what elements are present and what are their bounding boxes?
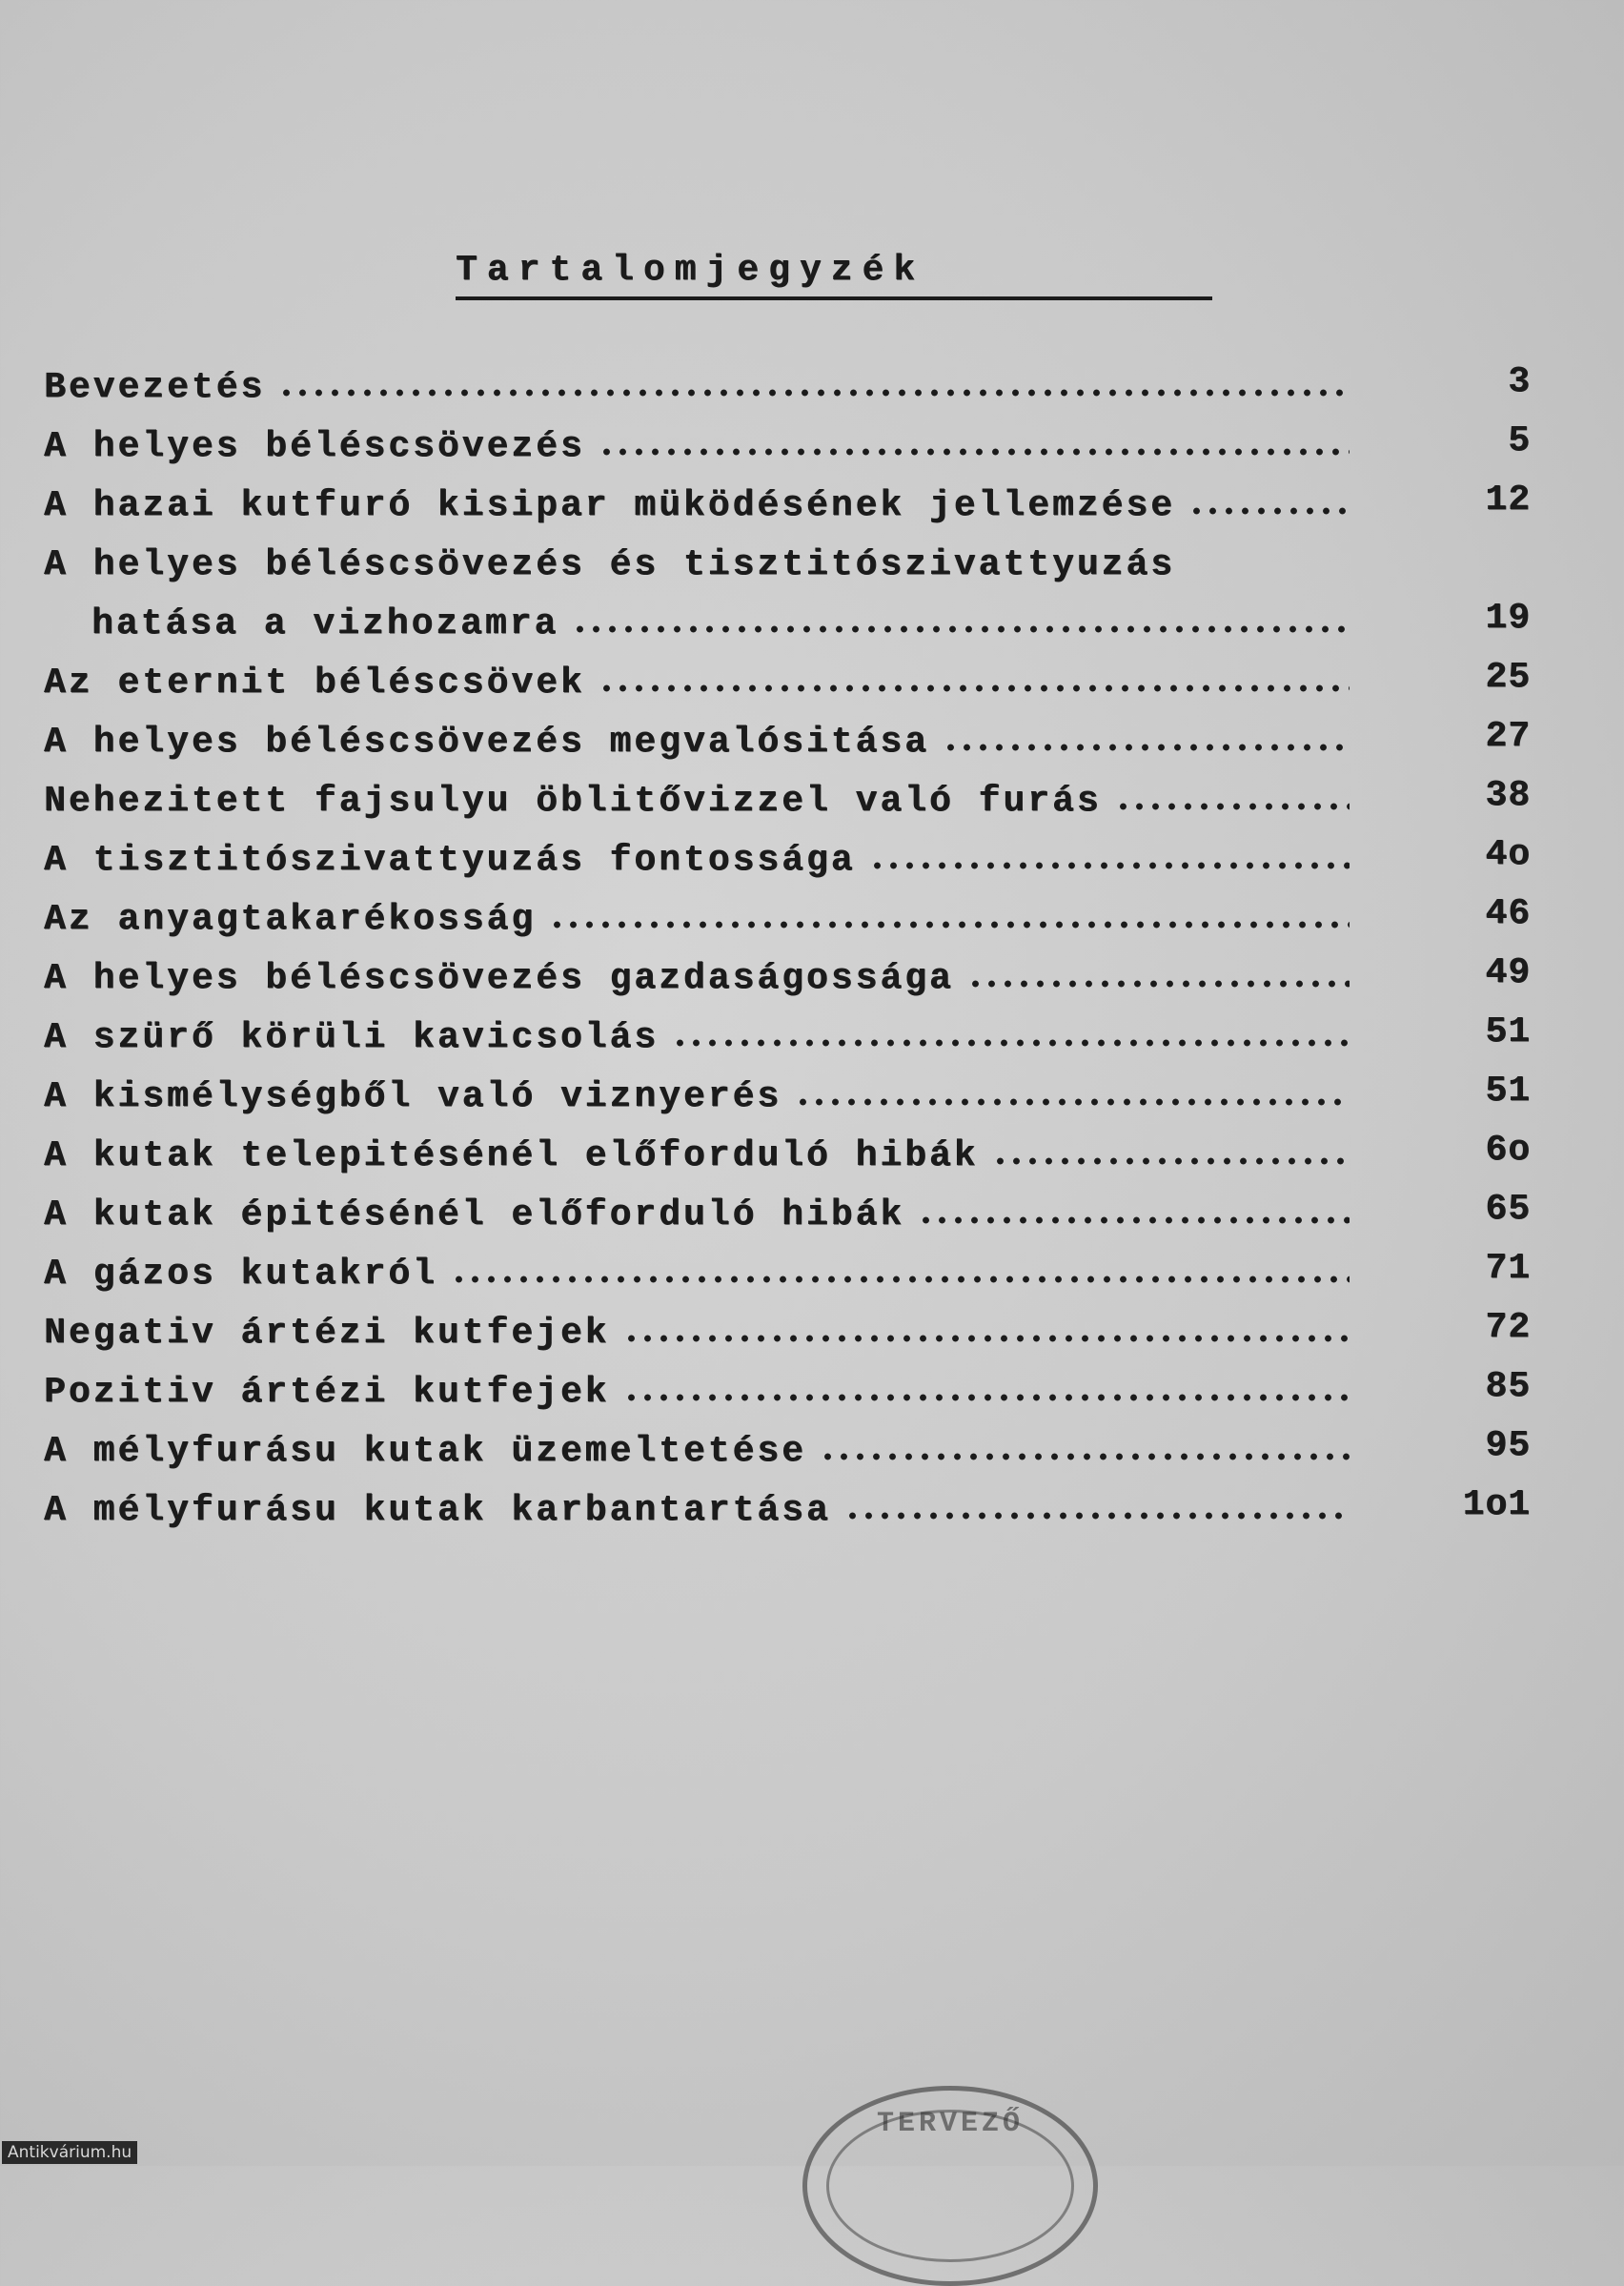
toc-entry-label: Az anyagtakarékosság <box>44 899 537 940</box>
toc-entry-page: 85 <box>1485 1366 1531 1407</box>
dot-leader <box>599 684 1350 692</box>
toc-entry <box>44 1484 1531 1549</box>
dot-leader <box>623 1335 1350 1342</box>
toc-entry-label: A helyes béléscsövezés és tisztitószivattyuzás <box>44 544 1175 585</box>
toc-entry <box>44 1011 1531 1076</box>
toc-entry <box>44 1130 1531 1194</box>
toc-entry <box>44 775 1531 840</box>
toc-entry <box>44 716 1531 781</box>
dot-leader <box>967 980 1350 988</box>
toc-entry-page: 19 <box>1485 598 1531 639</box>
toc-entry-page: 27 <box>1485 716 1531 757</box>
toc-entry-page: 51 <box>1485 1071 1531 1112</box>
dot-leader <box>918 1216 1350 1224</box>
toc-entry-label: A helyes béléscsövezés gazdaságossága <box>44 958 954 999</box>
toc-entry <box>44 480 1531 544</box>
toc-entry <box>44 657 1531 722</box>
dot-leader <box>820 1453 1350 1460</box>
toc-entry <box>44 1071 1531 1135</box>
toc-entry-label: Bevezetés <box>44 367 266 408</box>
page-title: Tartalomjegyzék <box>456 250 1212 300</box>
toc-entry-label: A tisztitószivattyuzás fontossága <box>44 840 856 881</box>
toc-entry-label: A helyes béléscsövezés <box>44 426 585 467</box>
dot-leader <box>1188 507 1350 515</box>
toc-entry-page: 38 <box>1485 775 1531 816</box>
dot-leader <box>599 448 1350 456</box>
toc-entry-label: A mélyfurásu kutak karbantartása <box>44 1490 831 1531</box>
stamp-text: TERVEZŐ <box>876 2108 1025 2140</box>
toc-entry <box>44 834 1531 899</box>
dot-leader <box>1115 803 1350 810</box>
toc-entry-page: 51 <box>1485 1011 1531 1052</box>
dot-leader <box>549 921 1350 929</box>
toc-entry <box>44 544 1531 603</box>
dot-leader <box>278 389 1350 397</box>
toc-entry-label: A szürő körüli kavicsolás <box>44 1017 660 1058</box>
toc-entry <box>44 952 1531 1017</box>
table-of-contents <box>44 361 1531 1549</box>
toc-entry-label: A gázos kutakról <box>44 1254 437 1295</box>
toc-entry-label: A helyes béléscsövezés megvalósitása <box>44 722 929 763</box>
library-stamp <box>802 2086 1098 2286</box>
toc-entry <box>44 1366 1531 1431</box>
dot-leader <box>844 1512 1350 1520</box>
toc-entry-page: 95 <box>1485 1425 1531 1466</box>
dot-leader <box>623 1394 1350 1401</box>
toc-entry-label: A kutak telepitésénél előforduló hibák <box>44 1135 979 1176</box>
dot-leader <box>992 1157 1350 1165</box>
toc-entry <box>44 361 1531 426</box>
toc-entry-page: 71 <box>1485 1248 1531 1289</box>
dot-leader <box>943 744 1350 751</box>
toc-entry <box>44 1307 1531 1372</box>
dot-leader <box>672 1039 1350 1047</box>
toc-entry-label: Az eternit béléscsövek <box>44 663 585 704</box>
source-watermark: Antikvárium.hu <box>2 2141 137 2164</box>
toc-entry-page: 4o <box>1485 834 1531 875</box>
toc-entry-continuation <box>44 598 1531 663</box>
toc-entry-label: A hazai kutfuró kisipar müködésének jellemzése <box>44 485 1175 526</box>
toc-entry-label: A mélyfurásu kutak üzemeltetése <box>44 1431 806 1472</box>
dot-leader <box>451 1276 1350 1283</box>
toc-entry <box>44 893 1531 958</box>
toc-entry-page: 6o <box>1485 1130 1531 1171</box>
toc-entry-label-continuation: hatása a vizhozamra <box>91 603 559 644</box>
toc-entry-page: 5 <box>1508 420 1531 461</box>
dot-leader <box>869 862 1350 869</box>
toc-entry-label: Nehezitett fajsulyu öblitővizzel való furás <box>44 781 1102 822</box>
toc-entry-page: 65 <box>1485 1189 1531 1230</box>
toc-entry <box>44 1248 1531 1313</box>
toc-entry <box>44 1189 1531 1254</box>
toc-entry-label: Negativ ártézi kutfejek <box>44 1313 610 1354</box>
toc-entry-page: 3 <box>1508 361 1531 402</box>
toc-entry-page: 25 <box>1485 657 1531 698</box>
toc-entry-label: Pozitiv ártézi kutfejek <box>44 1372 610 1413</box>
dot-leader <box>795 1098 1350 1106</box>
toc-entry-page: 12 <box>1485 480 1531 520</box>
toc-entry-page: 72 <box>1485 1307 1531 1348</box>
toc-entry-page: 49 <box>1485 952 1531 993</box>
toc-entry <box>44 1425 1531 1490</box>
toc-entry-label: A kismélységből való viznyerés <box>44 1076 782 1117</box>
toc-entry-page: 46 <box>1485 893 1531 934</box>
toc-entry <box>44 420 1531 485</box>
dot-leader <box>572 625 1350 633</box>
toc-entry-page: 1o1 <box>1462 1484 1531 1525</box>
toc-entry-label: A kutak épitésénél előforduló hibák <box>44 1194 905 1235</box>
